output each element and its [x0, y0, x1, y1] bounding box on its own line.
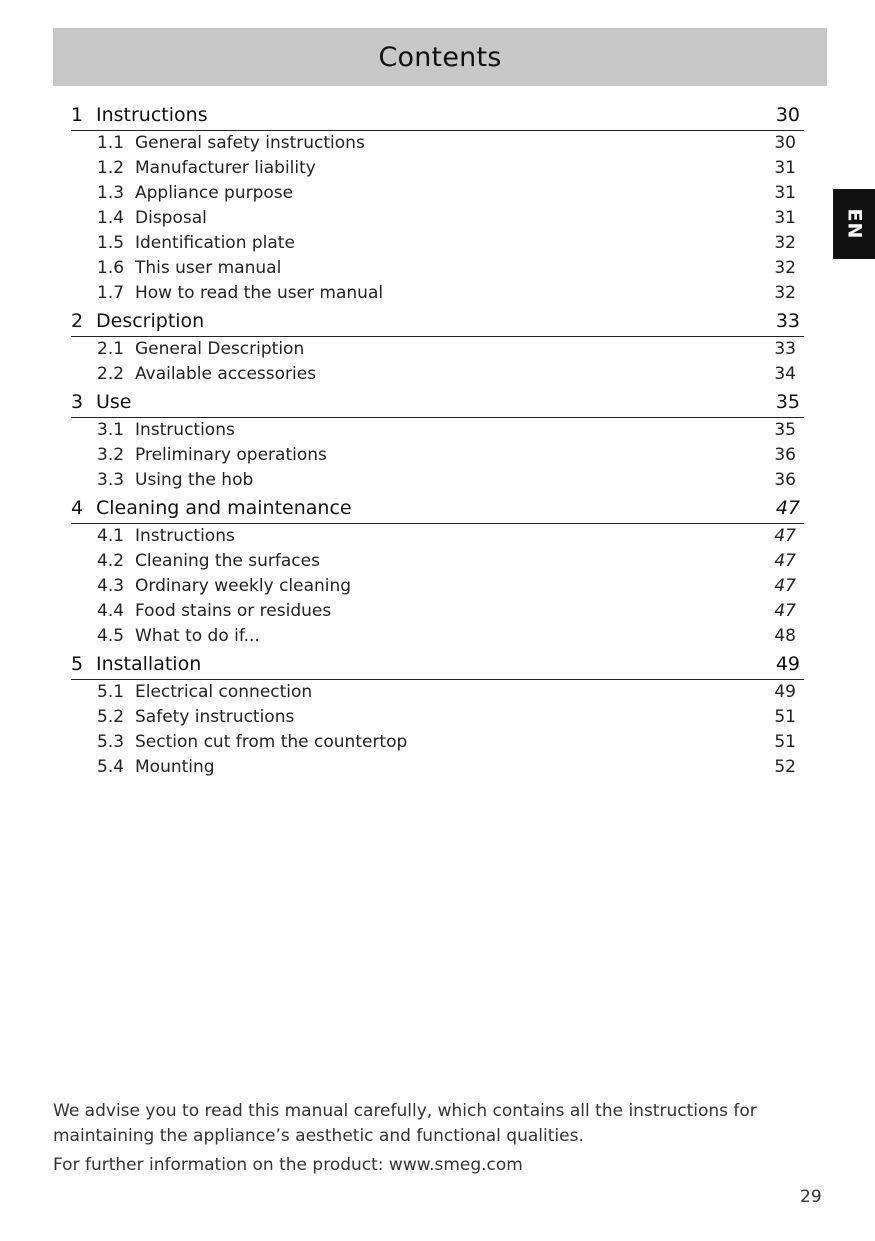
- subsection-title: Appliance purpose: [135, 183, 294, 203]
- subsection-page: 32: [774, 283, 796, 303]
- subsection-title: Available accessories: [135, 364, 317, 384]
- subsection-page: 47: [774, 576, 796, 596]
- subsection-title: Using the hob: [135, 470, 254, 490]
- toc-subsection[interactable]: [97, 131, 804, 156]
- subsection-number: 1.7: [97, 283, 125, 303]
- subsection-page: 47: [774, 526, 796, 546]
- language-tab: [833, 189, 875, 259]
- subsection-title: General safety instructions: [135, 133, 365, 153]
- subsection-title: What to do if...: [135, 626, 260, 646]
- subsection-page: 31: [774, 208, 796, 228]
- subsection-title: Safety instructions: [135, 707, 295, 727]
- toc-subsection[interactable]: [97, 755, 804, 780]
- subsection-number: 5.1: [97, 682, 125, 702]
- subsection-number: 1.6: [97, 258, 125, 278]
- toc-subsection[interactable]: [97, 730, 804, 755]
- subsection-page: 30: [774, 133, 796, 153]
- toc-section: [71, 387, 804, 493]
- subsection-number: 5.2: [97, 707, 125, 727]
- toc-subsection[interactable]: [97, 680, 804, 705]
- subsection-page: 47: [774, 551, 796, 571]
- page-title: Contents: [378, 41, 502, 73]
- toc-subsection[interactable]: [97, 468, 804, 493]
- section-page: 33: [775, 310, 800, 332]
- subsection-number: 1.1: [97, 133, 125, 153]
- toc-subsection[interactable]: [97, 418, 804, 443]
- subsection-page: 32: [774, 258, 796, 278]
- subsection-title: Disposal: [135, 208, 207, 228]
- subsection-page: 51: [774, 732, 796, 752]
- subsection-number: 4.4: [97, 601, 125, 621]
- toc-section: [71, 493, 804, 649]
- subsection-number: 5.3: [97, 732, 125, 752]
- toc-subsection[interactable]: [97, 705, 804, 730]
- subsection-title: Instructions: [135, 526, 235, 546]
- toc-subsection[interactable]: [97, 256, 804, 281]
- section-title: Installation: [96, 653, 202, 675]
- section-number: 2: [71, 310, 84, 332]
- subsection-page: 48: [774, 626, 796, 646]
- subsection-title: How to read the user manual: [135, 283, 384, 303]
- subsection-number: 1.3: [97, 183, 125, 203]
- advice-line: We advise you to read this manual carefully, which contains all the instructions for: [53, 1101, 757, 1121]
- subsection-page: 32: [774, 233, 796, 253]
- subsection-number: 4.3: [97, 576, 125, 596]
- page-number: 29: [800, 1187, 822, 1207]
- section-number: 1: [71, 104, 84, 126]
- subsection-title: Preliminary operations: [135, 445, 327, 465]
- subsection-page: 36: [774, 470, 796, 490]
- toc-subsection[interactable]: [97, 524, 804, 549]
- website-line: For further information on the product: www.smeg.com: [53, 1155, 523, 1175]
- subsection-title: This user manual: [135, 258, 282, 278]
- section-title: Cleaning and maintenance: [96, 497, 352, 519]
- toc-section: [71, 306, 804, 387]
- subsection-number: 3.1: [97, 420, 125, 440]
- subsection-number: 1.4: [97, 208, 125, 228]
- subsection-page: 49: [774, 682, 796, 702]
- toc-subsection[interactable]: [97, 206, 804, 231]
- subsection-page: 47: [774, 601, 796, 621]
- subsection-page: 33: [774, 339, 796, 359]
- toc-section-heading[interactable]: [71, 649, 804, 680]
- section-page: 49: [775, 653, 800, 675]
- toc-section-heading[interactable]: [71, 387, 804, 418]
- subsection-number: 1.2: [97, 158, 125, 178]
- subsection-number: 4.5: [97, 626, 125, 646]
- section-page: 35: [775, 391, 800, 413]
- subsection-title: Mounting: [135, 757, 215, 777]
- section-page: 30: [775, 104, 800, 126]
- section-page: 47: [775, 497, 800, 519]
- subsection-title: Electrical connection: [135, 682, 313, 702]
- toc-subsection[interactable]: [97, 281, 804, 306]
- section-number: 4: [71, 497, 84, 519]
- toc-subsection[interactable]: [97, 156, 804, 181]
- subsection-number: 2.1: [97, 339, 125, 359]
- subsection-title: Identification plate: [135, 233, 295, 253]
- subsection-title: General Description: [135, 339, 305, 359]
- subsection-number: 3.3: [97, 470, 125, 490]
- section-number: 5: [71, 653, 84, 675]
- toc-section: [71, 100, 804, 306]
- subsection-number: 4.2: [97, 551, 125, 571]
- subsection-title: Section cut from the countertop: [135, 732, 408, 752]
- toc-section: [71, 649, 804, 780]
- contents-header-band: [53, 28, 827, 86]
- subsection-title: Food stains or residues: [135, 601, 332, 621]
- toc-section-heading[interactable]: [71, 493, 804, 524]
- footer-advice: [53, 1099, 793, 1178]
- subsection-page: 34: [774, 364, 796, 384]
- language-tab-label: EN: [842, 208, 865, 240]
- subsection-page: 31: [774, 158, 796, 178]
- subsection-number: 4.1: [97, 526, 125, 546]
- section-number: 3: [71, 391, 84, 413]
- toc-subsection[interactable]: [97, 231, 804, 256]
- section-title: Instructions: [96, 104, 208, 126]
- subsection-number: 1.5: [97, 233, 125, 253]
- toc-section-heading[interactable]: [71, 100, 804, 131]
- subsection-page: 31: [774, 183, 796, 203]
- table-of-contents: [71, 100, 804, 780]
- subsection-title: Manufacturer liability: [135, 158, 316, 178]
- subsection-title: Cleaning the surfaces: [135, 551, 320, 571]
- section-title: Description: [96, 310, 205, 332]
- subsection-title: Instructions: [135, 420, 235, 440]
- toc-subsection[interactable]: [97, 337, 804, 362]
- toc-subsection[interactable]: [97, 549, 804, 574]
- subsection-number: 3.2: [97, 445, 125, 465]
- subsection-page: 35: [774, 420, 796, 440]
- toc-subsection[interactable]: [97, 362, 804, 387]
- toc-subsection[interactable]: [97, 574, 804, 599]
- subsection-page: 36: [774, 445, 796, 465]
- toc-section-heading[interactable]: [71, 306, 804, 337]
- toc-subsection[interactable]: [97, 624, 804, 649]
- toc-subsection[interactable]: [97, 181, 804, 206]
- subsection-page: 52: [774, 757, 796, 777]
- advice-line: maintaining the appliance’s aesthetic and functional qualities.: [53, 1126, 584, 1146]
- section-title: Use: [96, 391, 132, 413]
- subsection-number: 2.2: [97, 364, 125, 384]
- subsection-page: 51: [774, 707, 796, 727]
- subsection-number: 5.4: [97, 757, 125, 777]
- toc-subsection[interactable]: [97, 599, 804, 624]
- toc-subsection[interactable]: [97, 443, 804, 468]
- subsection-title: Ordinary weekly cleaning: [135, 576, 352, 596]
